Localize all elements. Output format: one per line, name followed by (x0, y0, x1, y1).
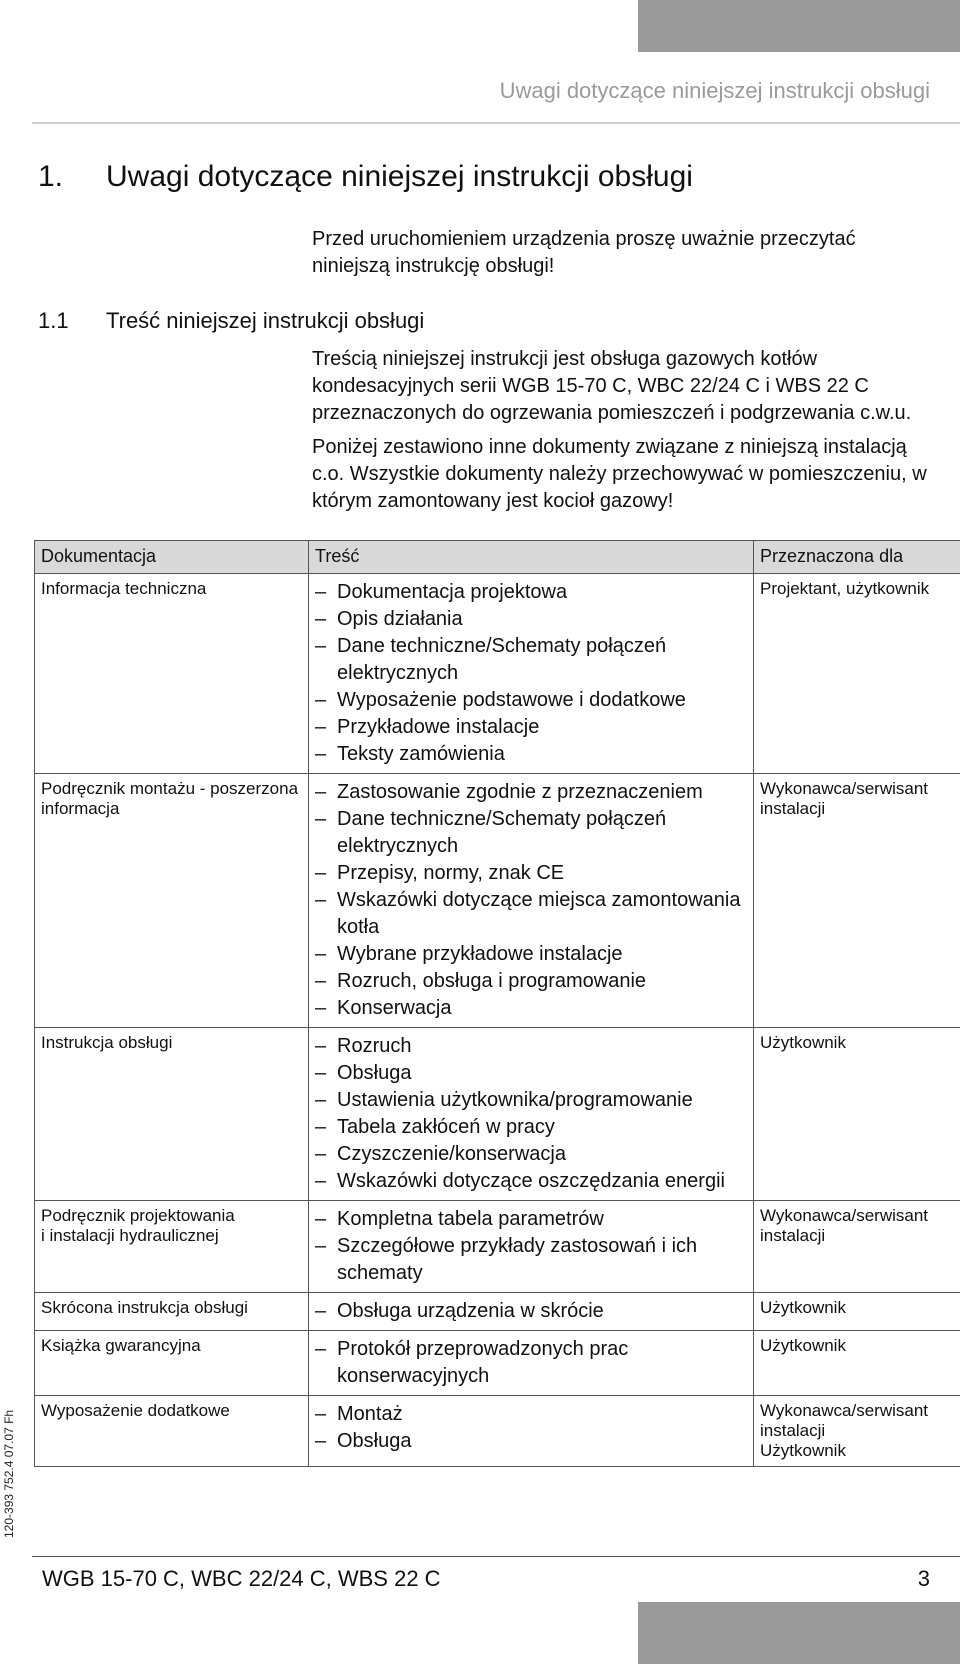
audience: Projektant, użytkownik (760, 579, 930, 598)
cell-content (309, 1331, 754, 1396)
content-item: – Rozruch (315, 1033, 747, 1060)
page-number: 3 (917, 1566, 930, 1591)
table-row (35, 1396, 960, 1467)
cell-content (309, 574, 754, 774)
audience: Wykonawca/serwisant instalacji (760, 1206, 929, 1245)
subsection-number: 1.1 (38, 308, 69, 333)
content-item: – Wyposażenie podstawowe i dodatkowe (315, 687, 747, 714)
table-row (35, 1331, 960, 1396)
cell-content (309, 1396, 754, 1467)
content-item: – Dane techniczne/Schematy połączeń elektrycznych (315, 806, 747, 860)
table-header-row (35, 541, 960, 574)
intro-text: Przed uruchomieniem urządzenia proszę uważnie przeczytać niniejszą instrukcję obsługi! (312, 228, 856, 277)
column-header-documentation: Dokumentacja (35, 541, 309, 574)
column-header-intended-for: Przeznaczona dla (754, 541, 960, 574)
audience: Użytkownik (760, 1336, 846, 1355)
content-item: – Opis działania (315, 606, 747, 633)
content-item: – Czyszczenie/konserwacja (315, 1141, 747, 1168)
content-item: – Dokumentacja projektowa (315, 579, 747, 606)
documentation-name: Podręcznik projektowania (41, 1206, 235, 1225)
content-item: – Wskazówki dotyczące miejsca zamontowania kotła (315, 887, 747, 941)
content-item: – Ustawienia użytkownika/programowanie (315, 1087, 747, 1114)
section-heading-1-1 (38, 308, 424, 334)
content-list (315, 1298, 747, 1325)
table-body (35, 574, 960, 1467)
header-rule (32, 122, 960, 124)
cell-documentation (35, 1331, 309, 1396)
table-row (35, 1028, 960, 1201)
cell-documentation (35, 774, 309, 1028)
documentation-name: Książka gwarancyjna (41, 1336, 201, 1355)
content-item: – Rozruch, obsługa i programowanie (315, 968, 747, 995)
documentation-name: Instrukcja obsługi (41, 1033, 173, 1052)
subsection-title: Treść niniejszej instrukcji obsługi (106, 308, 425, 333)
content-item: – Obsługa urządzenia w skrócie (315, 1298, 747, 1325)
content-item: – Wybrane przykładowe instalacje (315, 941, 747, 968)
documentation-name: Informacja techniczna (41, 579, 207, 598)
content-list (315, 1336, 747, 1390)
content-item: – Protokół przeprowadzonych prac konserwacyjnych (315, 1336, 747, 1390)
cell-documentation (35, 1201, 309, 1293)
content-item: – Przepisy, normy, znak CE (315, 860, 747, 887)
body-text (312, 346, 944, 522)
content-item: – Zastosowanie zgodnie z przeznaczeniem (315, 779, 747, 806)
content-list (315, 1401, 747, 1455)
documentation-name: i instalacji hydraulicznej (41, 1226, 219, 1245)
audience: Wykonawca/serwisant instalacji (760, 779, 929, 818)
cell-intended-for (754, 774, 960, 1028)
documentation-name: Wyposażenie dodatkowe (41, 1401, 230, 1420)
cell-content (309, 1293, 754, 1331)
content-list (315, 579, 747, 768)
documentation-name: Skrócona instrukcja obsługi (41, 1298, 248, 1317)
footer-rule (32, 1556, 960, 1557)
content-item: – Szczegółowe przykłady zastosowań i ich schematy (315, 1233, 747, 1287)
column-header-content: Treść (309, 541, 754, 574)
content-item: – Obsługa (315, 1060, 747, 1087)
header-gray-bar (638, 0, 960, 52)
paragraph: Treścią niniejszej instrukcji jest obsługa gazowych kotłów kondesacyjnych serii WGB 15-70 C, WBC 22/24 C i WBS 22 C przeznaczonych do ogrzewania pomieszczeń i podgrzewania c.w.u. (312, 348, 912, 424)
content-item: – Wskazówki dotyczące oszczędzania energii (315, 1168, 747, 1195)
table-row (35, 774, 960, 1028)
paragraph: Poniżej zestawiono inne dokumenty związane z niniejszą instalacją c.o. Wszystkie dokumenty należy przechowywać w pomieszczeniu, w którym zamontowany jest kocioł gazowy! (312, 436, 927, 512)
cell-documentation (35, 574, 309, 774)
content-item: – Tabela zakłóceń w pracy (315, 1114, 747, 1141)
cell-intended-for (754, 1293, 960, 1331)
cell-intended-for (754, 1396, 960, 1467)
running-header: Uwagi dotyczące niniejszej instrukcji obsługi (499, 78, 930, 103)
content-item: – Montaż (315, 1401, 747, 1428)
cell-documentation (35, 1293, 309, 1331)
audience: Użytkownik (760, 1298, 846, 1317)
documents-table (34, 540, 960, 1467)
table-row (35, 574, 960, 774)
content-item: – Przykładowe instalacje (315, 714, 747, 741)
content-list (315, 1206, 747, 1287)
table-row (35, 1201, 960, 1293)
content-item: – Konserwacja (315, 995, 747, 1022)
content-item: – Teksty zamówienia (315, 741, 747, 768)
cell-content (309, 1028, 754, 1201)
section-number: 1. (38, 160, 64, 193)
content-item: – Kompletna tabela parametrów (315, 1206, 747, 1233)
audience: Użytkownik (760, 1033, 846, 1052)
content-list (315, 1033, 747, 1195)
cell-intended-for (754, 1201, 960, 1293)
footer-gray-bar (638, 1602, 960, 1664)
content-item: – Dane techniczne/Schematy połączeń elektrycznych (315, 633, 747, 687)
content-item: – Obsługa (315, 1428, 747, 1455)
cell-intended-for (754, 574, 960, 774)
cell-intended-for (754, 1028, 960, 1201)
audience: Użytkownik (760, 1441, 846, 1460)
table-row (35, 1293, 960, 1331)
cell-documentation (35, 1396, 309, 1467)
section-heading-1 (38, 160, 693, 194)
cell-intended-for (754, 1331, 960, 1396)
content-list (315, 779, 747, 1022)
footer-models: WGB 15-70 C, WBC 22/24 C, WBS 22 C (42, 1566, 441, 1591)
document-code: 120-393 752.4 07.07 Fh (2, 1409, 16, 1538)
cell-documentation (35, 1028, 309, 1201)
cell-content (309, 774, 754, 1028)
cell-content (309, 1201, 754, 1293)
section-title: Uwagi dotyczące niniejszej instrukcji obsługi (106, 160, 693, 193)
documentation-name: Podręcznik montażu - poszerzona informacja (41, 779, 299, 818)
audience: Wykonawca/serwisant instalacji (760, 1401, 929, 1440)
